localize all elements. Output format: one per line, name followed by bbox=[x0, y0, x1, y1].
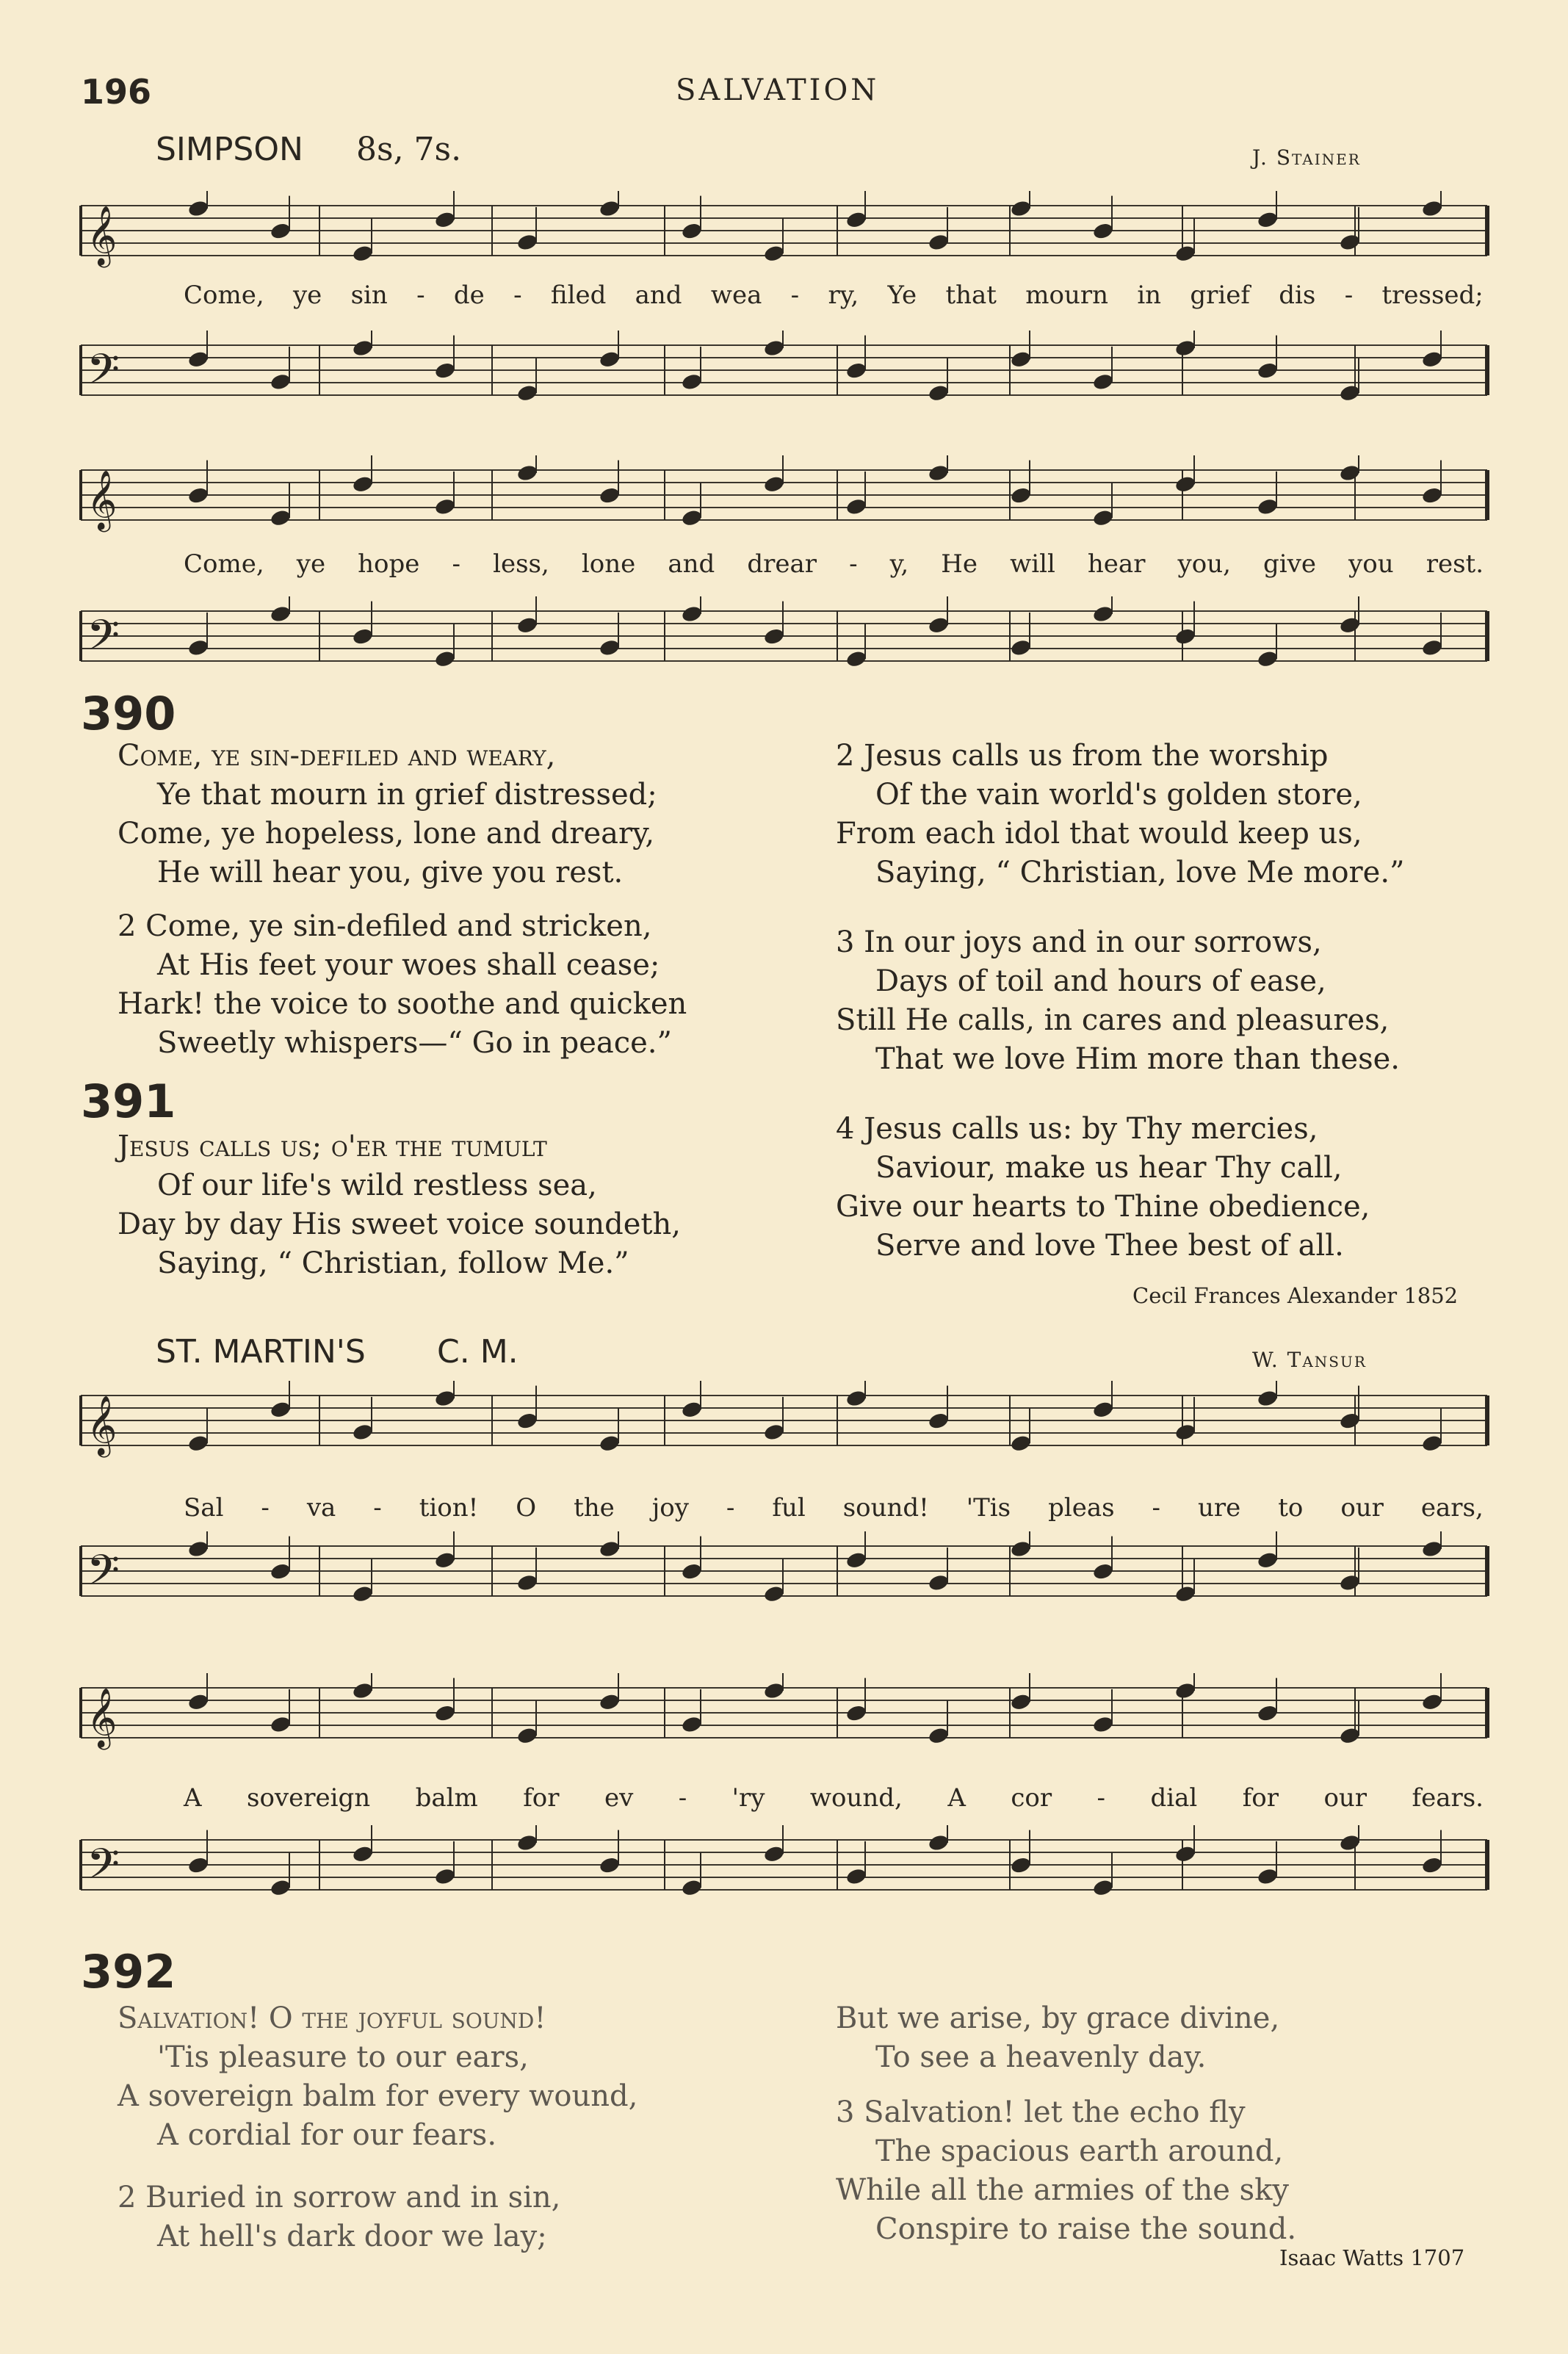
verse-line: A sovereign balm for every wound, bbox=[118, 2079, 638, 2113]
verse-line: Days of toil and hours of ease, bbox=[875, 964, 1326, 998]
note-head bbox=[599, 1434, 621, 1453]
lyric-syllable: in bbox=[1137, 281, 1162, 310]
lyric-syllable: 'Tis bbox=[966, 1493, 1011, 1523]
note-head bbox=[434, 1704, 457, 1723]
verse-line: A cordial for our fears. bbox=[157, 2118, 497, 2152]
lyric-syllable: that bbox=[945, 281, 997, 310]
note-head bbox=[928, 1573, 950, 1592]
verse-line: Still He calls, in cares and pleasures, bbox=[836, 1003, 1390, 1037]
note-head bbox=[516, 463, 539, 483]
verse-line: At hell's dark door we lay; bbox=[157, 2220, 547, 2253]
note-head bbox=[1010, 638, 1033, 657]
lyric-syllable: filed bbox=[550, 281, 607, 310]
lyric-syllable: our bbox=[1323, 1783, 1368, 1813]
lyric-syllable: ev bbox=[604, 1783, 634, 1813]
note-head bbox=[845, 1550, 868, 1570]
verse-line: From each idol that would keep us, bbox=[836, 817, 1362, 851]
clef-icon: 𝄞 bbox=[87, 1395, 118, 1455]
note-head bbox=[270, 1715, 292, 1734]
lyric-syllable: - bbox=[790, 281, 800, 310]
note-head bbox=[270, 372, 292, 391]
lyric-syllable: wea bbox=[710, 281, 762, 310]
note-head bbox=[187, 350, 210, 369]
note-head bbox=[1010, 486, 1033, 505]
note-head bbox=[1174, 1584, 1197, 1603]
lyric-syllable: y, bbox=[889, 549, 909, 579]
music-system-3-bass bbox=[0, 1531, 1568, 1612]
author-attribution: Isaac Watts 1707 bbox=[1279, 2245, 1465, 2270]
note-head bbox=[1421, 486, 1444, 505]
note-head bbox=[1092, 1400, 1115, 1419]
lyric-syllable: ry, bbox=[828, 281, 859, 310]
verse-line: Ye that mourn in grief distressed; bbox=[157, 778, 657, 812]
lyric-line bbox=[184, 281, 1484, 310]
lyric-syllable: for bbox=[523, 1783, 560, 1813]
lyric-syllable: cor bbox=[1011, 1783, 1052, 1813]
note-head bbox=[599, 638, 621, 657]
note-head bbox=[1421, 199, 1444, 218]
note-head bbox=[1339, 463, 1362, 483]
verse-line: Hark! the voice to soothe and quicken bbox=[118, 987, 687, 1021]
lyric-syllable: ful bbox=[772, 1493, 806, 1523]
note-head bbox=[1092, 604, 1115, 624]
verse-line: 2 Jesus calls us from the worship bbox=[836, 739, 1329, 773]
lyric-syllable: Come, bbox=[184, 281, 264, 310]
note-head bbox=[1257, 1867, 1279, 1886]
note-head bbox=[516, 1833, 539, 1852]
verse-line: 4 Jesus calls us: by Thy mercies, bbox=[836, 1112, 1318, 1146]
verse-line: Saying, “ Christian, follow Me.” bbox=[157, 1246, 629, 1280]
music-system-2-bass bbox=[0, 596, 1568, 677]
note-head bbox=[845, 497, 868, 516]
verse-line: Of the vain world's golden store, bbox=[875, 778, 1362, 812]
lyric-syllable: - bbox=[678, 1783, 687, 1813]
lyric-syllable: balm bbox=[415, 1783, 478, 1813]
clef-icon: 𝄢 bbox=[87, 1545, 120, 1606]
verse-line: Come, ye sin-defiled and weary, bbox=[118, 739, 556, 773]
hymn-number: 392 bbox=[81, 1945, 176, 1999]
lyric-syllable: hear bbox=[1087, 549, 1146, 579]
note-head bbox=[270, 1878, 292, 1897]
note-head bbox=[270, 508, 292, 527]
note-head bbox=[352, 339, 375, 358]
note-head bbox=[1421, 638, 1444, 657]
note-head bbox=[434, 1867, 457, 1886]
note-head bbox=[681, 1400, 704, 1419]
verse-line: At His feet your woes shall cease; bbox=[157, 948, 660, 982]
note-head bbox=[928, 233, 950, 252]
lyric-syllable: tion! bbox=[419, 1493, 479, 1523]
note-head bbox=[516, 233, 539, 252]
note-head bbox=[270, 1400, 292, 1419]
lyric-syllable: rest. bbox=[1426, 549, 1484, 579]
note-head bbox=[352, 1584, 375, 1603]
lyric-syllable: and bbox=[668, 549, 715, 579]
verse-line: Saviour, make us hear Thy call, bbox=[875, 1151, 1343, 1185]
lyric-syllable: grief bbox=[1190, 281, 1250, 310]
note-head bbox=[599, 486, 621, 505]
lyric-syllable: - bbox=[452, 549, 460, 579]
note-head bbox=[434, 210, 457, 229]
music-system-1-bass bbox=[0, 331, 1568, 411]
note-head bbox=[1174, 1423, 1197, 1442]
clef-icon: 𝄢 bbox=[87, 344, 120, 405]
note-head bbox=[1174, 627, 1197, 646]
note-head bbox=[928, 615, 950, 635]
hymn-391-verse bbox=[118, 1127, 681, 1283]
note-head bbox=[352, 1681, 375, 1700]
verse-line: That we love Him more than these. bbox=[875, 1042, 1400, 1076]
verse-line: Sweetly whispers—“ Go in peace.” bbox=[157, 1026, 672, 1060]
note-head bbox=[187, 486, 210, 505]
note-head bbox=[763, 474, 786, 494]
music-system-3-treble bbox=[0, 1381, 1568, 1462]
note-head bbox=[187, 1692, 210, 1711]
note-head bbox=[1174, 244, 1197, 263]
note-head bbox=[1257, 210, 1279, 229]
music-system-2-treble bbox=[0, 455, 1568, 536]
verse-line: Salvation! O the joyful sound! bbox=[118, 2001, 546, 2035]
note-head bbox=[1257, 1550, 1279, 1570]
note-head bbox=[928, 463, 950, 483]
note-head bbox=[1339, 1726, 1362, 1745]
lyric-syllable: Ye bbox=[887, 281, 917, 310]
clef-icon: 𝄞 bbox=[87, 469, 118, 530]
note-head bbox=[681, 1715, 704, 1734]
note-head bbox=[1010, 350, 1033, 369]
note-head bbox=[763, 1584, 786, 1603]
note-head bbox=[187, 1856, 210, 1875]
note-head bbox=[270, 1562, 292, 1581]
lyric-syllable: joy bbox=[651, 1493, 689, 1523]
clef-icon: 𝄢 bbox=[87, 1839, 120, 1899]
clef-icon: 𝄢 bbox=[87, 610, 120, 671]
note-head bbox=[681, 1562, 704, 1581]
lyric-syllable: you bbox=[1348, 549, 1394, 579]
hymn-390-col-1 bbox=[118, 737, 687, 1063]
note-head bbox=[681, 372, 704, 391]
lyric-syllable: less, bbox=[493, 549, 549, 579]
note-head bbox=[681, 604, 704, 624]
verse-line: Give our hearts to Thine obedience, bbox=[836, 1190, 1370, 1224]
verse-line: While all the armies of the sky bbox=[836, 2173, 1290, 2207]
note-head bbox=[599, 1692, 621, 1711]
lyric-syllable: for bbox=[1242, 1783, 1279, 1813]
note-head bbox=[763, 1423, 786, 1442]
note-head bbox=[1092, 222, 1115, 241]
lyric-syllable: - bbox=[416, 281, 425, 310]
note-head bbox=[1257, 1704, 1279, 1723]
note-head bbox=[516, 1573, 539, 1592]
note-head bbox=[1174, 474, 1197, 494]
music-system-4-bass bbox=[0, 1825, 1568, 1906]
note-head bbox=[1257, 1389, 1279, 1408]
lyric-syllable: - bbox=[1096, 1783, 1106, 1813]
note-head bbox=[1339, 1833, 1362, 1852]
verse-line: Of our life's wild restless sea, bbox=[157, 1169, 597, 1202]
hymn-number: 391 bbox=[81, 1075, 176, 1128]
lyric-syllable: - bbox=[513, 281, 522, 310]
note-head bbox=[1092, 1715, 1115, 1734]
lyric-syllable: Sal bbox=[184, 1493, 224, 1523]
lyric-line bbox=[184, 549, 1484, 579]
verse-line: Jesus calls us; o'er the tumult bbox=[118, 1130, 547, 1163]
note-head bbox=[1174, 1681, 1197, 1700]
clef-icon: 𝄞 bbox=[87, 1687, 118, 1747]
note-head bbox=[1257, 649, 1279, 668]
note-head bbox=[599, 350, 621, 369]
lyric-syllable: you, bbox=[1177, 549, 1231, 579]
note-head bbox=[1339, 233, 1362, 252]
verse-line: The spacious earth around, bbox=[875, 2134, 1284, 2168]
note-head bbox=[1257, 361, 1279, 380]
note-head bbox=[516, 615, 539, 635]
hymn-392-col-1 bbox=[118, 1999, 637, 2256]
note-head bbox=[681, 508, 704, 527]
music-system-4-treble bbox=[0, 1673, 1568, 1754]
lyric-syllable: pleas bbox=[1048, 1493, 1115, 1523]
note-head bbox=[1421, 1692, 1444, 1711]
note-head bbox=[1010, 1692, 1033, 1711]
lyric-syllable: lone bbox=[581, 549, 636, 579]
note-head bbox=[763, 627, 786, 646]
running-header: SALVATION bbox=[676, 73, 880, 107]
hymn-390-col-2 bbox=[836, 737, 1405, 1266]
note-head bbox=[1174, 339, 1197, 358]
note-head bbox=[1092, 508, 1115, 527]
verse-line: 2 Buried in sorrow and in sin, bbox=[118, 2181, 561, 2214]
verse-line: Come, ye hopeless, lone and dreary, bbox=[118, 817, 655, 851]
lyric-syllable: the bbox=[574, 1493, 615, 1523]
lyric-syllable: hope bbox=[358, 549, 420, 579]
note-head bbox=[763, 244, 786, 263]
note-head bbox=[1010, 199, 1033, 218]
note-head bbox=[845, 210, 868, 229]
note-head bbox=[845, 649, 868, 668]
lyric-syllable: sovereign bbox=[247, 1783, 371, 1813]
note-head bbox=[928, 383, 950, 402]
tune-name: SIMPSON bbox=[156, 131, 303, 168]
lyric-syllable: wound, bbox=[809, 1783, 903, 1813]
lyric-syllable: - bbox=[726, 1493, 735, 1523]
note-head bbox=[599, 1539, 621, 1559]
note-head bbox=[845, 1867, 868, 1886]
lyric-syllable: and bbox=[635, 281, 682, 310]
note-head bbox=[845, 1704, 868, 1723]
lyric-syllable: O bbox=[516, 1493, 537, 1523]
lyric-line bbox=[184, 1783, 1484, 1813]
lyric-syllable: va bbox=[306, 1493, 336, 1523]
note-head bbox=[1010, 1856, 1033, 1875]
note-head bbox=[928, 1833, 950, 1852]
lyric-syllable: tressed; bbox=[1381, 281, 1484, 310]
lyric-syllable: sin bbox=[350, 281, 388, 310]
note-head bbox=[763, 339, 786, 358]
note-head bbox=[928, 1412, 950, 1431]
tune-composer: W. Tansur bbox=[1252, 1348, 1367, 1372]
note-head bbox=[1257, 497, 1279, 516]
note-head bbox=[187, 1434, 210, 1453]
verse-line: He will hear you, give you rest. bbox=[157, 856, 624, 889]
note-head bbox=[187, 1539, 210, 1559]
lyric-syllable: sound! bbox=[842, 1493, 929, 1523]
note-head bbox=[1339, 383, 1362, 402]
note-head bbox=[434, 361, 457, 380]
note-head bbox=[187, 638, 210, 657]
verse-line: 3 In our joys and in our sorrows, bbox=[836, 925, 1322, 959]
note-head bbox=[352, 474, 375, 494]
note-head bbox=[434, 1389, 457, 1408]
note-head bbox=[681, 222, 704, 241]
verse-line: 3 Salvation! let the echo fly bbox=[836, 2095, 1246, 2129]
verse-line: Day by day His sweet voice soundeth, bbox=[118, 1207, 681, 1241]
note-head bbox=[1092, 372, 1115, 391]
hymn-392-col-2 bbox=[836, 1999, 1296, 2249]
note-head bbox=[1339, 1412, 1362, 1431]
note-head bbox=[763, 1681, 786, 1700]
verse-line: 'Tis pleasure to our ears, bbox=[157, 2040, 529, 2074]
lyric-syllable: - bbox=[1344, 281, 1354, 310]
note-head bbox=[845, 361, 868, 380]
lyric-syllable: our bbox=[1340, 1493, 1384, 1523]
note-head bbox=[1339, 615, 1362, 635]
author-attribution: Cecil Frances Alexander 1852 bbox=[1132, 1283, 1459, 1308]
note-head bbox=[270, 222, 292, 241]
verse-line: Saying, “ Christian, love Me more.” bbox=[875, 856, 1405, 889]
lyric-syllable: dial bbox=[1150, 1783, 1198, 1813]
lyric-syllable: 'ry bbox=[731, 1783, 765, 1813]
lyric-syllable: ears, bbox=[1420, 1493, 1484, 1523]
note-head bbox=[681, 1878, 704, 1897]
note-head bbox=[434, 497, 457, 516]
note-head bbox=[352, 627, 375, 646]
lyric-syllable: A bbox=[184, 1783, 202, 1813]
lyric-syllable: fears. bbox=[1412, 1783, 1484, 1813]
note-head bbox=[516, 383, 539, 402]
tune-name: ST. MARTIN'S bbox=[156, 1333, 366, 1371]
verse-line: But we arise, by grace divine, bbox=[836, 2001, 1280, 2035]
lyric-syllable: ure bbox=[1197, 1493, 1241, 1523]
lyric-syllable: A bbox=[947, 1783, 966, 1813]
verse-line: 2 Come, ye sin-defiled and stricken, bbox=[118, 909, 652, 943]
note-head bbox=[352, 1844, 375, 1863]
note-head bbox=[1421, 1434, 1444, 1453]
lyric-syllable: - bbox=[373, 1493, 382, 1523]
lyric-line bbox=[184, 1493, 1484, 1523]
note-head bbox=[352, 1423, 375, 1442]
clef-icon: 𝄞 bbox=[87, 205, 118, 265]
verse-line: Serve and love Thee best of all. bbox=[875, 1229, 1344, 1263]
note-head bbox=[599, 199, 621, 218]
note-head bbox=[516, 1726, 539, 1745]
lyric-syllable: - bbox=[261, 1493, 270, 1523]
lyric-syllable: will bbox=[1010, 549, 1055, 579]
tune-meter: C. M. bbox=[437, 1333, 519, 1371]
note-head bbox=[1092, 1562, 1115, 1581]
note-head bbox=[270, 604, 292, 624]
lyric-syllable: - bbox=[849, 549, 858, 579]
tune-meter: 8s, 7s. bbox=[356, 131, 462, 168]
note-head bbox=[1010, 1539, 1033, 1559]
note-head bbox=[352, 244, 375, 263]
lyric-syllable: - bbox=[1152, 1493, 1161, 1523]
note-head bbox=[845, 1389, 868, 1408]
lyric-syllable: de bbox=[453, 281, 485, 310]
note-head bbox=[1421, 350, 1444, 369]
note-head bbox=[1421, 1856, 1444, 1875]
note-head bbox=[434, 1550, 457, 1570]
note-head bbox=[763, 1844, 786, 1863]
lyric-syllable: to bbox=[1278, 1493, 1304, 1523]
note-head bbox=[1092, 1878, 1115, 1897]
lyric-syllable: He bbox=[941, 549, 978, 579]
tune-composer: J. Stainer bbox=[1252, 145, 1361, 170]
hymn-number: 390 bbox=[81, 687, 176, 740]
lyric-syllable: give bbox=[1263, 549, 1316, 579]
verse-line: Conspire to raise the sound. bbox=[875, 2212, 1297, 2246]
lyric-syllable: ye bbox=[292, 281, 322, 310]
note-head bbox=[928, 1726, 950, 1745]
note-head bbox=[1010, 1434, 1033, 1453]
note-head bbox=[599, 1856, 621, 1875]
note-head bbox=[516, 1412, 539, 1431]
note-head bbox=[434, 649, 457, 668]
lyric-syllable: dis bbox=[1279, 281, 1316, 310]
note-head bbox=[1421, 1539, 1444, 1559]
page-number: 196 bbox=[81, 72, 152, 112]
music-system-1-treble bbox=[0, 191, 1568, 272]
verse-line: To see a heavenly day. bbox=[875, 2040, 1207, 2074]
lyric-syllable: ye bbox=[296, 549, 326, 579]
lyric-syllable: Come, bbox=[184, 549, 264, 579]
lyric-syllable: mourn bbox=[1025, 281, 1109, 310]
note-head bbox=[1174, 1844, 1197, 1863]
note-head bbox=[1339, 1573, 1362, 1592]
note-head bbox=[187, 199, 210, 218]
lyric-syllable: drear bbox=[747, 549, 817, 579]
